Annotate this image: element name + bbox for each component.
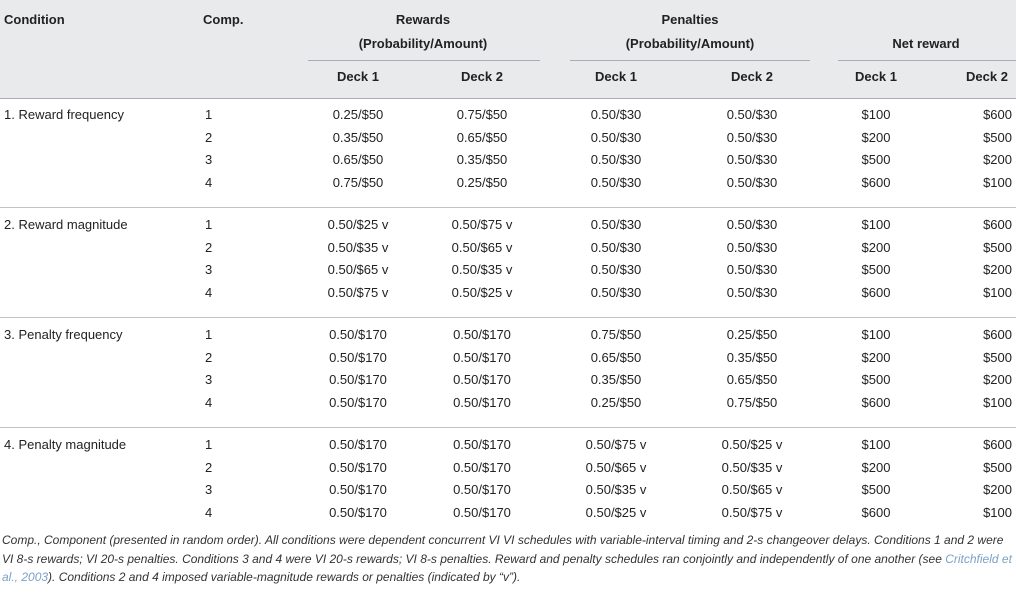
cell-r1: 0.50/$170	[329, 349, 387, 365]
cell-p2: 0.50/$30	[726, 217, 778, 232]
condition-label: 1. Reward frequency	[4, 107, 124, 122]
cell-comp: 2	[205, 239, 213, 255]
cell-comp: 3	[205, 152, 213, 168]
header-penalties-sub: (Probability/Amount)	[625, 36, 755, 51]
cell-n1: $500	[861, 372, 891, 388]
cell-p2: 0.50/$30	[726, 262, 778, 278]
cell-p1: 0.50/$75 v	[585, 437, 647, 452]
cell-p1: 0.50/$30	[590, 217, 642, 232]
condition-label: 2. Reward magnitude	[4, 217, 128, 232]
cell-r2: 0.65/$50	[456, 129, 508, 145]
condition-label: 4. Penalty magnitude	[4, 437, 127, 452]
footnote-text-2: ). Conditions 2 and 4 imposed variable-magnitude rewards or penalties (indicated by “v”).	[48, 570, 521, 584]
cell-r2: 0.50/$75 v	[451, 217, 513, 232]
condition-label: 3. Penalty frequency	[4, 327, 123, 342]
cell-r1: 0.65/$50	[332, 152, 384, 168]
header-rewards: Rewards	[395, 12, 451, 27]
cell-r1: 0.25/$50	[332, 107, 384, 122]
cell-p2: 0.50/$25 v	[721, 437, 783, 452]
header-condition: Condition	[4, 12, 65, 27]
cell-r2: 0.50/$25 v	[451, 284, 513, 300]
cell-r1: 0.75/$50	[332, 174, 384, 190]
cell-r2: 0.35/$50	[456, 152, 508, 168]
cell-r1: 0.50/$170	[329, 482, 387, 498]
cell-n2: $200	[983, 262, 1012, 278]
cell-n1: $600	[861, 394, 891, 410]
rewards-underline	[308, 60, 540, 61]
cell-n1: $600	[861, 504, 891, 520]
cell-p2: 0.75/$50	[726, 394, 778, 410]
table-footnote	[2, 531, 1014, 587]
cell-p1: 0.50/$30	[590, 239, 642, 255]
cell-r1: 0.50/$170	[329, 327, 387, 342]
cell-p2: 0.50/$35 v	[721, 459, 783, 475]
cell-p1: 0.50/$30	[590, 107, 642, 122]
header-net-deck2: Deck 2	[966, 69, 1008, 84]
cell-p1: 0.65/$50	[590, 349, 642, 365]
cell-r2: 0.75/$50	[456, 107, 508, 122]
cell-comp: 4	[205, 504, 213, 520]
cell-n2: $100	[983, 284, 1012, 300]
net-reward-underline	[838, 60, 1016, 61]
header-rewards-deck1: Deck 1	[337, 69, 379, 84]
cell-p2: 0.50/$30	[726, 152, 778, 168]
cell-r2: 0.50/$170	[453, 482, 511, 498]
cell-p1: 0.75/$50	[590, 327, 642, 342]
cell-comp: 1	[205, 327, 213, 342]
cell-n1: $200	[861, 349, 891, 365]
header-penalties-deck2: Deck 2	[731, 69, 773, 84]
header-net-deck1: Deck 1	[855, 69, 897, 84]
cell-comp: 2	[205, 349, 213, 365]
group-separator	[0, 317, 1016, 318]
cell-comp: 3	[205, 262, 213, 278]
cell-n1: $200	[861, 129, 891, 145]
cell-comp: 2	[205, 129, 213, 145]
cell-p1: 0.50/$30	[590, 152, 642, 168]
cell-n2: $600	[983, 437, 1012, 452]
cell-n1: $600	[861, 174, 891, 190]
cell-r1: 0.50/$170	[329, 437, 387, 452]
cell-comp: 3	[205, 372, 213, 388]
cell-comp: 2	[205, 459, 213, 475]
cell-n2: $100	[983, 174, 1012, 190]
cell-p1: 0.25/$50	[590, 394, 642, 410]
cell-p2: 0.50/$30	[726, 107, 778, 122]
cell-p1: 0.50/$30	[590, 262, 642, 278]
cell-r1: 0.50/$170	[329, 504, 387, 520]
cell-p2: 0.50/$75 v	[721, 504, 783, 520]
cell-p1: 0.50/$30	[590, 284, 642, 300]
cell-p2: 0.65/$50	[726, 372, 778, 388]
cell-n2: $200	[983, 372, 1012, 388]
cell-n2: $100	[983, 504, 1012, 520]
cell-n2: $500	[983, 239, 1012, 255]
header-rewards-sub: (Probability/Amount)	[358, 36, 488, 51]
header-penalties-deck1: Deck 1	[595, 69, 637, 84]
cell-n2: $100	[983, 394, 1012, 410]
cell-n1: $100	[861, 327, 891, 342]
header-net-reward: Net reward	[892, 36, 960, 51]
cell-p1: 0.35/$50	[590, 372, 642, 388]
cell-n2: $500	[983, 459, 1012, 475]
cell-n2: $500	[983, 349, 1012, 365]
cell-r2: 0.50/$170	[453, 394, 511, 410]
cell-p2: 0.35/$50	[726, 349, 778, 365]
cell-r2: 0.50/$170	[453, 459, 511, 475]
cell-p2: 0.50/$30	[726, 174, 778, 190]
cell-r2: 0.50/$170	[453, 504, 511, 520]
cell-r1: 0.50/$75 v	[327, 284, 389, 300]
cell-r2: 0.50/$170	[453, 372, 511, 388]
cell-p2: 0.50/$30	[726, 239, 778, 255]
cell-comp: 1	[205, 107, 213, 122]
cell-n1: $100	[861, 437, 891, 452]
footnote-text-1: Comp., Component (presented in random order). All conditions were dependent concurrent VI VI schedules with variable-interval timing and 2-s changeover delays. Conditions 1 and 2 were VI 8-s rewards; VI 20-s penalties. Conditions 3 and 4 were VI 20-s rewards; VI 8-s penalties. Reward and penalty schedules ran conjointly and independently of one another (see	[2, 533, 1004, 566]
cell-comp: 4	[205, 174, 213, 190]
cell-r2: 0.25/$50	[456, 174, 508, 190]
cell-comp: 1	[205, 437, 213, 452]
cell-p1: 0.50/$65 v	[585, 459, 647, 475]
group-separator	[0, 207, 1016, 208]
cell-r2: 0.50/$170	[453, 437, 511, 452]
cell-r2: 0.50/$65 v	[451, 239, 513, 255]
cell-n2: $200	[983, 482, 1012, 498]
cell-r1: 0.50/$35 v	[327, 239, 389, 255]
cell-n2: $500	[983, 129, 1012, 145]
cell-p1: 0.50/$25 v	[585, 504, 647, 520]
table-header	[0, 0, 1016, 99]
cell-p1: 0.50/$30	[590, 129, 642, 145]
cell-n1: $100	[861, 107, 891, 122]
header-penalties: Penalties	[661, 12, 719, 27]
cell-n1: $200	[861, 459, 891, 475]
cell-p2: 0.50/$65 v	[721, 482, 783, 498]
header-rewards-deck2: Deck 2	[461, 69, 503, 84]
cell-n1: $600	[861, 284, 891, 300]
cell-n1: $500	[861, 262, 891, 278]
cell-comp: 3	[205, 482, 213, 498]
cell-p2: 0.50/$30	[726, 284, 778, 300]
header-comp: Comp.	[203, 12, 244, 27]
cell-n2: $600	[983, 327, 1012, 342]
cell-r1: 0.50/$170	[329, 459, 387, 475]
cell-r1: 0.50/$170	[329, 394, 387, 410]
cell-p1: 0.50/$35 v	[585, 482, 647, 498]
cell-p1: 0.50/$30	[590, 174, 642, 190]
cell-r1: 0.35/$50	[332, 129, 384, 145]
cell-n2: $600	[983, 217, 1012, 232]
penalties-underline	[570, 60, 810, 61]
cell-n1: $500	[861, 482, 891, 498]
cell-r2: 0.50/$35 v	[451, 262, 513, 278]
cell-n2: $600	[983, 107, 1012, 122]
cell-n2: $200	[983, 152, 1012, 168]
cell-n1: $500	[861, 152, 891, 168]
cell-comp: 1	[205, 217, 213, 232]
cell-p2: 0.25/$50	[726, 327, 778, 342]
cell-r1: 0.50/$170	[329, 372, 387, 388]
cell-r1: 0.50/$25 v	[327, 217, 389, 232]
cell-n1: $100	[861, 217, 891, 232]
cell-p2: 0.50/$30	[726, 129, 778, 145]
cell-r2: 0.50/$170	[453, 327, 511, 342]
cell-comp: 4	[205, 284, 213, 300]
cell-n1: $200	[861, 239, 891, 255]
citation-link[interactable]: Critchfield et al., 2003	[2, 551, 1012, 584]
group-separator	[0, 427, 1016, 428]
cell-r2: 0.50/$170	[453, 349, 511, 365]
cell-r1: 0.50/$65 v	[327, 262, 389, 278]
cell-comp: 4	[205, 394, 213, 410]
